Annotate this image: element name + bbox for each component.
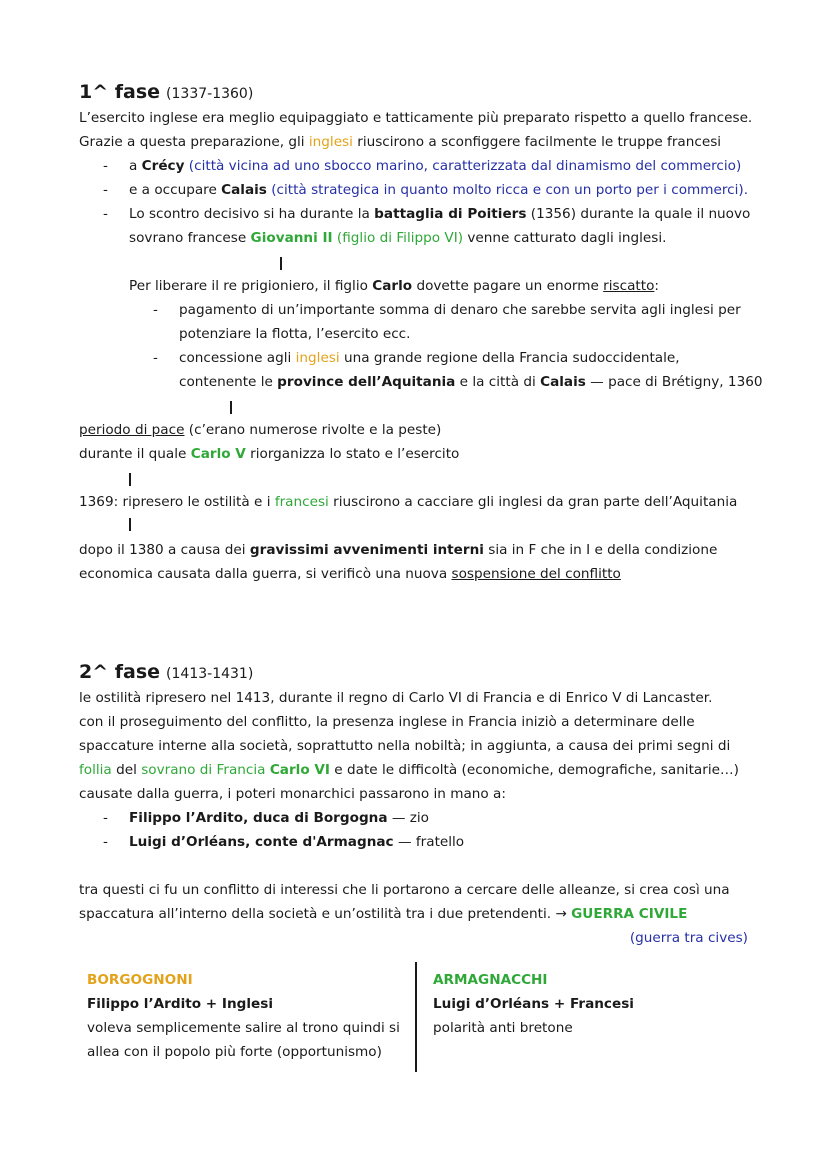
text: (c’erano numerose rivolte e la peste)	[184, 422, 442, 438]
bullet-dash: -	[103, 834, 108, 850]
fase1-title: 1^ fase	[79, 81, 161, 103]
fase2-line1: le ostilità ripresero nel 1413, durante il regno di Carlo VI di Francia e di Enrico V di Lancaster.	[79, 690, 713, 706]
col-left-title: BORGOGNONI	[87, 972, 193, 988]
text: del	[111, 762, 142, 778]
keyword-carlo-vi: Carlo VI	[269, 762, 330, 778]
text: dopo il 1380 a causa dei	[79, 542, 250, 558]
bullet-poitiers-line2	[129, 228, 666, 248]
pace-line1	[79, 420, 441, 440]
keyword-luigi: Luigi d’Orléans, conte d'Armagnac	[129, 834, 394, 850]
text: economica causata dalla guerra, si verificò una nuova	[79, 566, 452, 582]
col-left-text1: voleva semplicemente salire al trono quindi si	[87, 1020, 400, 1036]
text: dovette pagare un enorme	[412, 278, 604, 294]
highlight-inglesi: inglesi	[308, 134, 353, 150]
col-right-title: ARMAGNACCHI	[433, 972, 548, 988]
riscatto-line	[129, 276, 659, 296]
text: e la città di	[455, 374, 541, 390]
text: durante il quale	[79, 446, 191, 462]
text: venne catturato dagli inglesi.	[463, 230, 667, 246]
conflict-line1: tra questi ci fu un conflitto di interessi che li portarono a cercare delle alleanze, si crea così una	[79, 882, 730, 898]
connector-bar	[129, 473, 131, 486]
text: sia in F che in I e della condizione	[483, 542, 718, 558]
conflict-line2	[79, 904, 687, 924]
keyword-carlo-v: Carlo V	[190, 446, 246, 462]
text: Per liberare il re prigioniero, il figlio	[129, 278, 373, 294]
fase2-heading	[79, 659, 253, 687]
note-crecy: (città vicina ad uno sbocco marino, caratterizzata dal dinamismo del commercio)	[184, 158, 742, 174]
text: sovrano francese	[129, 230, 251, 246]
fase1-intro-line2	[79, 132, 721, 152]
bullet-dash: -	[103, 206, 108, 222]
bullet-crecy	[129, 156, 741, 176]
keyword-riscatto: riscatto	[603, 278, 655, 294]
sub-bullet-denaro-line2: potenziare la flotta, l’esercito ecc.	[179, 326, 411, 342]
connector-bar	[129, 518, 131, 531]
sub-bullet-concessione-line1	[179, 348, 680, 368]
bullet-poitiers-line1	[129, 204, 750, 224]
keyword-carlo: Carlo	[372, 278, 413, 294]
keyword-giovanni-ii: Giovanni II	[250, 230, 333, 246]
sub-bullet-concessione-line2	[179, 372, 763, 392]
text: (1356) durante la quale il nuovo	[526, 206, 751, 222]
text: riuscirono a sconfiggere facilmente le truppe francesi	[352, 134, 722, 150]
fase1-intro-line1: L’esercito inglese era meglio equipaggiato e tatticamente più preparato rispetto a quello francese.	[79, 110, 753, 126]
col-right-sub: Luigi d’Orléans + Francesi	[433, 996, 634, 1012]
keyword-avvenimenti-interni: gravissimi avvenimenti interni	[249, 542, 484, 558]
col-right-text1: polarità anti bretone	[433, 1020, 573, 1036]
highlight-francesi: francesi	[274, 494, 329, 510]
text: 1369: ripresero le ostilità e i	[79, 494, 275, 510]
highlight-sovrano: sovrano di Francia	[141, 762, 266, 778]
text: spaccatura all’interno della società e un’ostilità tra i due pretendenti. →	[79, 906, 572, 922]
pace-line2	[79, 444, 459, 464]
text: e date le difficoltà (economiche, demografiche, sanitarie…)	[329, 762, 739, 778]
col-left-text2: allea con il popolo più forte (opportunismo)	[87, 1044, 382, 1060]
text: Lo scontro decisivo si ha durante la	[129, 206, 375, 222]
fase2-line5: causate dalla guerra, i poteri monarchici passarono in mano a:	[79, 786, 506, 802]
connector-bar	[280, 257, 282, 270]
col-left-sub: Filippo l’Ardito + Inglesi	[87, 996, 274, 1012]
column-divider	[415, 962, 417, 1072]
note-calais: (città strategica in quanto molto ricca e con un porto per i commerci).	[266, 182, 749, 198]
bullet-dash: -	[103, 182, 108, 198]
bullet-dash: -	[103, 810, 108, 826]
fase2-line2: con il proseguimento del conflitto, la presenza inglese in Francia iniziò a determinare delle	[79, 714, 695, 730]
bullet-luigi	[129, 832, 464, 852]
keyword-calais: Calais	[221, 182, 267, 198]
keyword-guerra-civile: GUERRA CIVILE	[571, 906, 688, 922]
fase2-line3: spaccature interne alla società, soprattutto nella nobiltà; in aggiunta, a causa dei primi segni di	[79, 738, 731, 754]
sub-bullet-denaro-line1: pagamento di un’importante somma di denaro che sarebbe servita agli inglesi per	[179, 302, 741, 318]
line-1369	[79, 492, 737, 512]
line-1380-a	[79, 540, 717, 560]
text: riorganizza lo stato e l’esercito	[245, 446, 460, 462]
bullet-filippo	[129, 808, 429, 828]
fase2-line4	[79, 760, 739, 780]
text: una grande regione della Francia sudoccidentale,	[339, 350, 680, 366]
text-pace-bretigny: — pace di Brétigny, 1360	[585, 374, 763, 390]
line-1380-b	[79, 564, 621, 584]
keyword-sospensione: sospensione del conflitto	[451, 566, 621, 582]
text: :	[654, 278, 659, 294]
keyword-aquitania: province dell’Aquitania	[277, 374, 456, 390]
bullet-dash: -	[103, 158, 108, 174]
note-filippo-vi: (figlio di Filippo VI)	[332, 230, 464, 246]
fase2-years: (1413-1431)	[166, 666, 254, 682]
note-guerra-tra-cives: (guerra tra cives)	[629, 930, 748, 946]
bullet-calais	[129, 180, 748, 200]
fase1-heading	[79, 79, 253, 107]
text: — zio	[387, 810, 429, 826]
keyword-periodo-di-pace: periodo di pace	[79, 422, 185, 438]
highlight-inglesi: inglesi	[295, 350, 340, 366]
keyword-crecy: Crécy	[141, 158, 185, 174]
keyword-calais: Calais	[540, 374, 586, 390]
connector-bar	[230, 401, 232, 414]
text: a	[129, 158, 142, 174]
fase2-title: 2^ fase	[79, 661, 161, 683]
keyword-poitiers: battaglia di Poitiers	[374, 206, 527, 222]
highlight-follia: follia	[79, 762, 112, 778]
fase1-years: (1337-1360)	[166, 86, 254, 102]
text: e a occupare	[129, 182, 222, 198]
text: — fratello	[393, 834, 465, 850]
text: riuscirono a cacciare gli inglesi da gran parte dell’Aquitania	[328, 494, 738, 510]
text: Grazie a questa preparazione, gli	[79, 134, 309, 150]
bullet-dash: -	[153, 302, 158, 318]
text: concessione agli	[179, 350, 296, 366]
text: contenente le	[179, 374, 278, 390]
bullet-dash: -	[153, 350, 158, 366]
keyword-filippo: Filippo l’Ardito, duca di Borgogna	[129, 810, 388, 826]
